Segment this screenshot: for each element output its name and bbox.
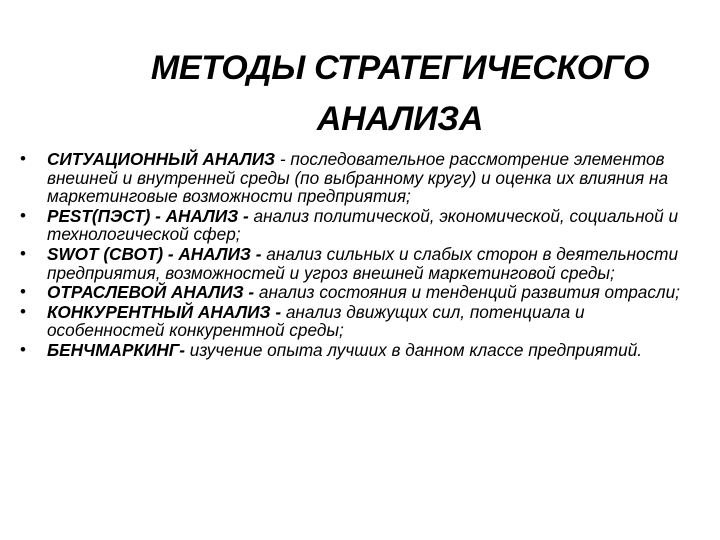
list-item-term: КОНКУРЕНТНЫЙ АНАЛИЗ -: [47, 301, 282, 322]
title-line-2: АНАЛИЗА: [316, 99, 484, 138]
list-item-text: анализ сильных и слабых сторон в деятельности предприятия, возможностей и угроз внешней маркетинговой среды;: [47, 243, 679, 283]
list-item: [20, 150, 700, 206]
title-line-1: МЕТОДЫ СТРАТЕГИЧЕСКОГО: [150, 48, 650, 87]
list-item-term: PEST(ПЭСТ) - АНАЛИЗ -: [47, 205, 249, 226]
list-item-term: ОТРАСЛЕВОЙ АНАЛИЗ -: [47, 282, 255, 303]
page-title: [40, 43, 720, 145]
list-item-term: СИТУАЦИОННЫЙ АНАЛИЗ: [47, 149, 276, 169]
list-item: [20, 283, 700, 302]
list-item-term: SWOT (СВОТ) - АНАЛИЗ -: [47, 243, 262, 264]
list-item: [20, 207, 700, 244]
list-item-term: БЕНЧМАРКИНГ-: [47, 339, 186, 360]
list-item: [20, 245, 700, 282]
bullet-icon: •: [20, 205, 26, 225]
bullet-list: [20, 150, 700, 361]
bullet-icon: •: [20, 282, 26, 302]
list-item-text: анализ политической, экономической, социальной и технологической сфер;: [47, 205, 679, 245]
list-item: [20, 303, 700, 340]
list-item-text: анализ состояния и тенденций развития отрасли;: [254, 282, 680, 303]
list-item: [20, 341, 700, 360]
bullet-icon: •: [20, 339, 26, 359]
bullet-icon: •: [20, 149, 26, 168]
list-item-text: анализ движущих сил, потенциала и особенностей конкурентной среды;: [47, 301, 585, 341]
list-item-text: - последовательное рассмотрение элементов внешней и внутренней среды (по выбранному кругу) и оценка их влияния на маркетинговые возможности предприятия;: [47, 149, 669, 207]
bullet-icon: •: [20, 243, 26, 263]
list-item-text: изучение опыта лучших в данном классе предприятий.: [185, 339, 643, 360]
bullet-icon: •: [20, 301, 26, 321]
